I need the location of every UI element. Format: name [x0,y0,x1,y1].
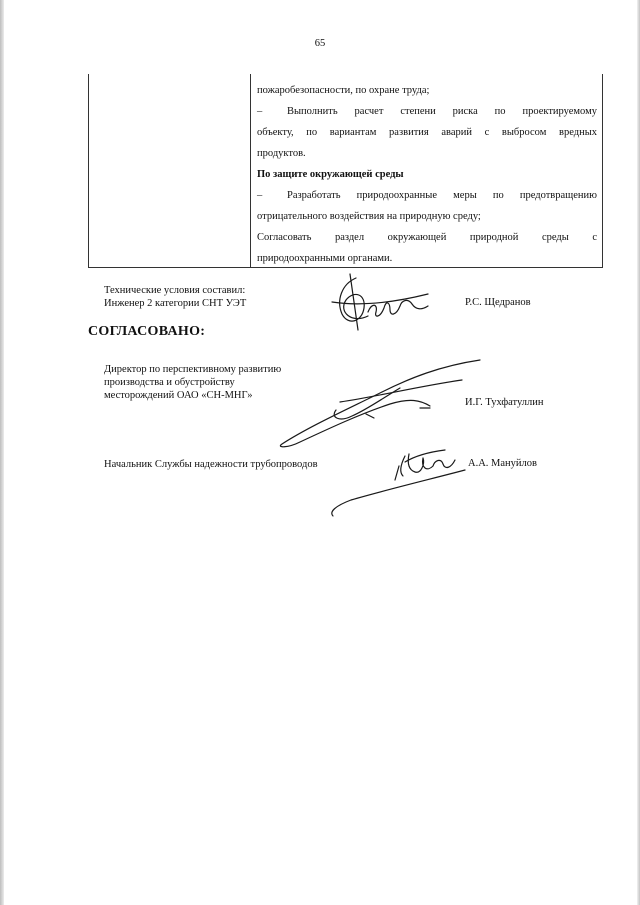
table-column-divider [250,74,251,267]
table-text-line: объекту, по вариантам развития аварий с выбросом вредных [257,127,597,138]
table-text-line: пожаробезопасности, по охране труда; [257,85,430,96]
section-heading: По защите окружающей среды [257,169,404,180]
list-dash: – [257,190,263,201]
signature-director [270,358,490,450]
requirements-cell [257,80,597,269]
list-dash: – [257,106,263,117]
table-text-line: отрицательного воздействия на природную среду; [257,211,481,222]
approved-heading: СОГЛАСОВАНО: [88,324,206,339]
director-title-line-3: месторождений ОАО «СН-МНГ» [104,390,253,401]
table-list-item: – Разработать природоохранные меры по предотвращению [257,185,597,206]
reliability-head-name: А.А. Мануйлов [468,458,537,469]
director-name: И.Г. Тухфатуллин [465,397,544,408]
director-title-line-1: Директор по перспективному развитию [104,364,282,375]
requirements-table-fragment [88,74,603,268]
scan-edge-left [0,0,4,905]
director-block [104,363,281,402]
table-text-line: природоохранными органами. [257,253,393,264]
table-list-item: – Выполнить расчет степени риска по проектируемому [257,101,597,122]
page-number: 65 [314,38,326,49]
table-text-line: продуктов. [257,148,306,159]
compiler-name: Р.С. Щедранов [465,297,531,308]
reliability-head-title: Начальник Службы надежности трубопроводов [104,459,318,470]
signature-compiler [328,272,438,334]
signature-reliability-head [325,446,475,521]
compiled-by-block [104,284,246,310]
compiled-by-position: Инженер 2 категории СНТ УЭТ [104,298,247,309]
table-text-line: Согласовать раздел окружающей природной среды с [257,232,597,243]
compiled-by-label: Технические условия составил: [104,285,246,296]
director-title-line-2: производства и обустройству [104,377,235,388]
